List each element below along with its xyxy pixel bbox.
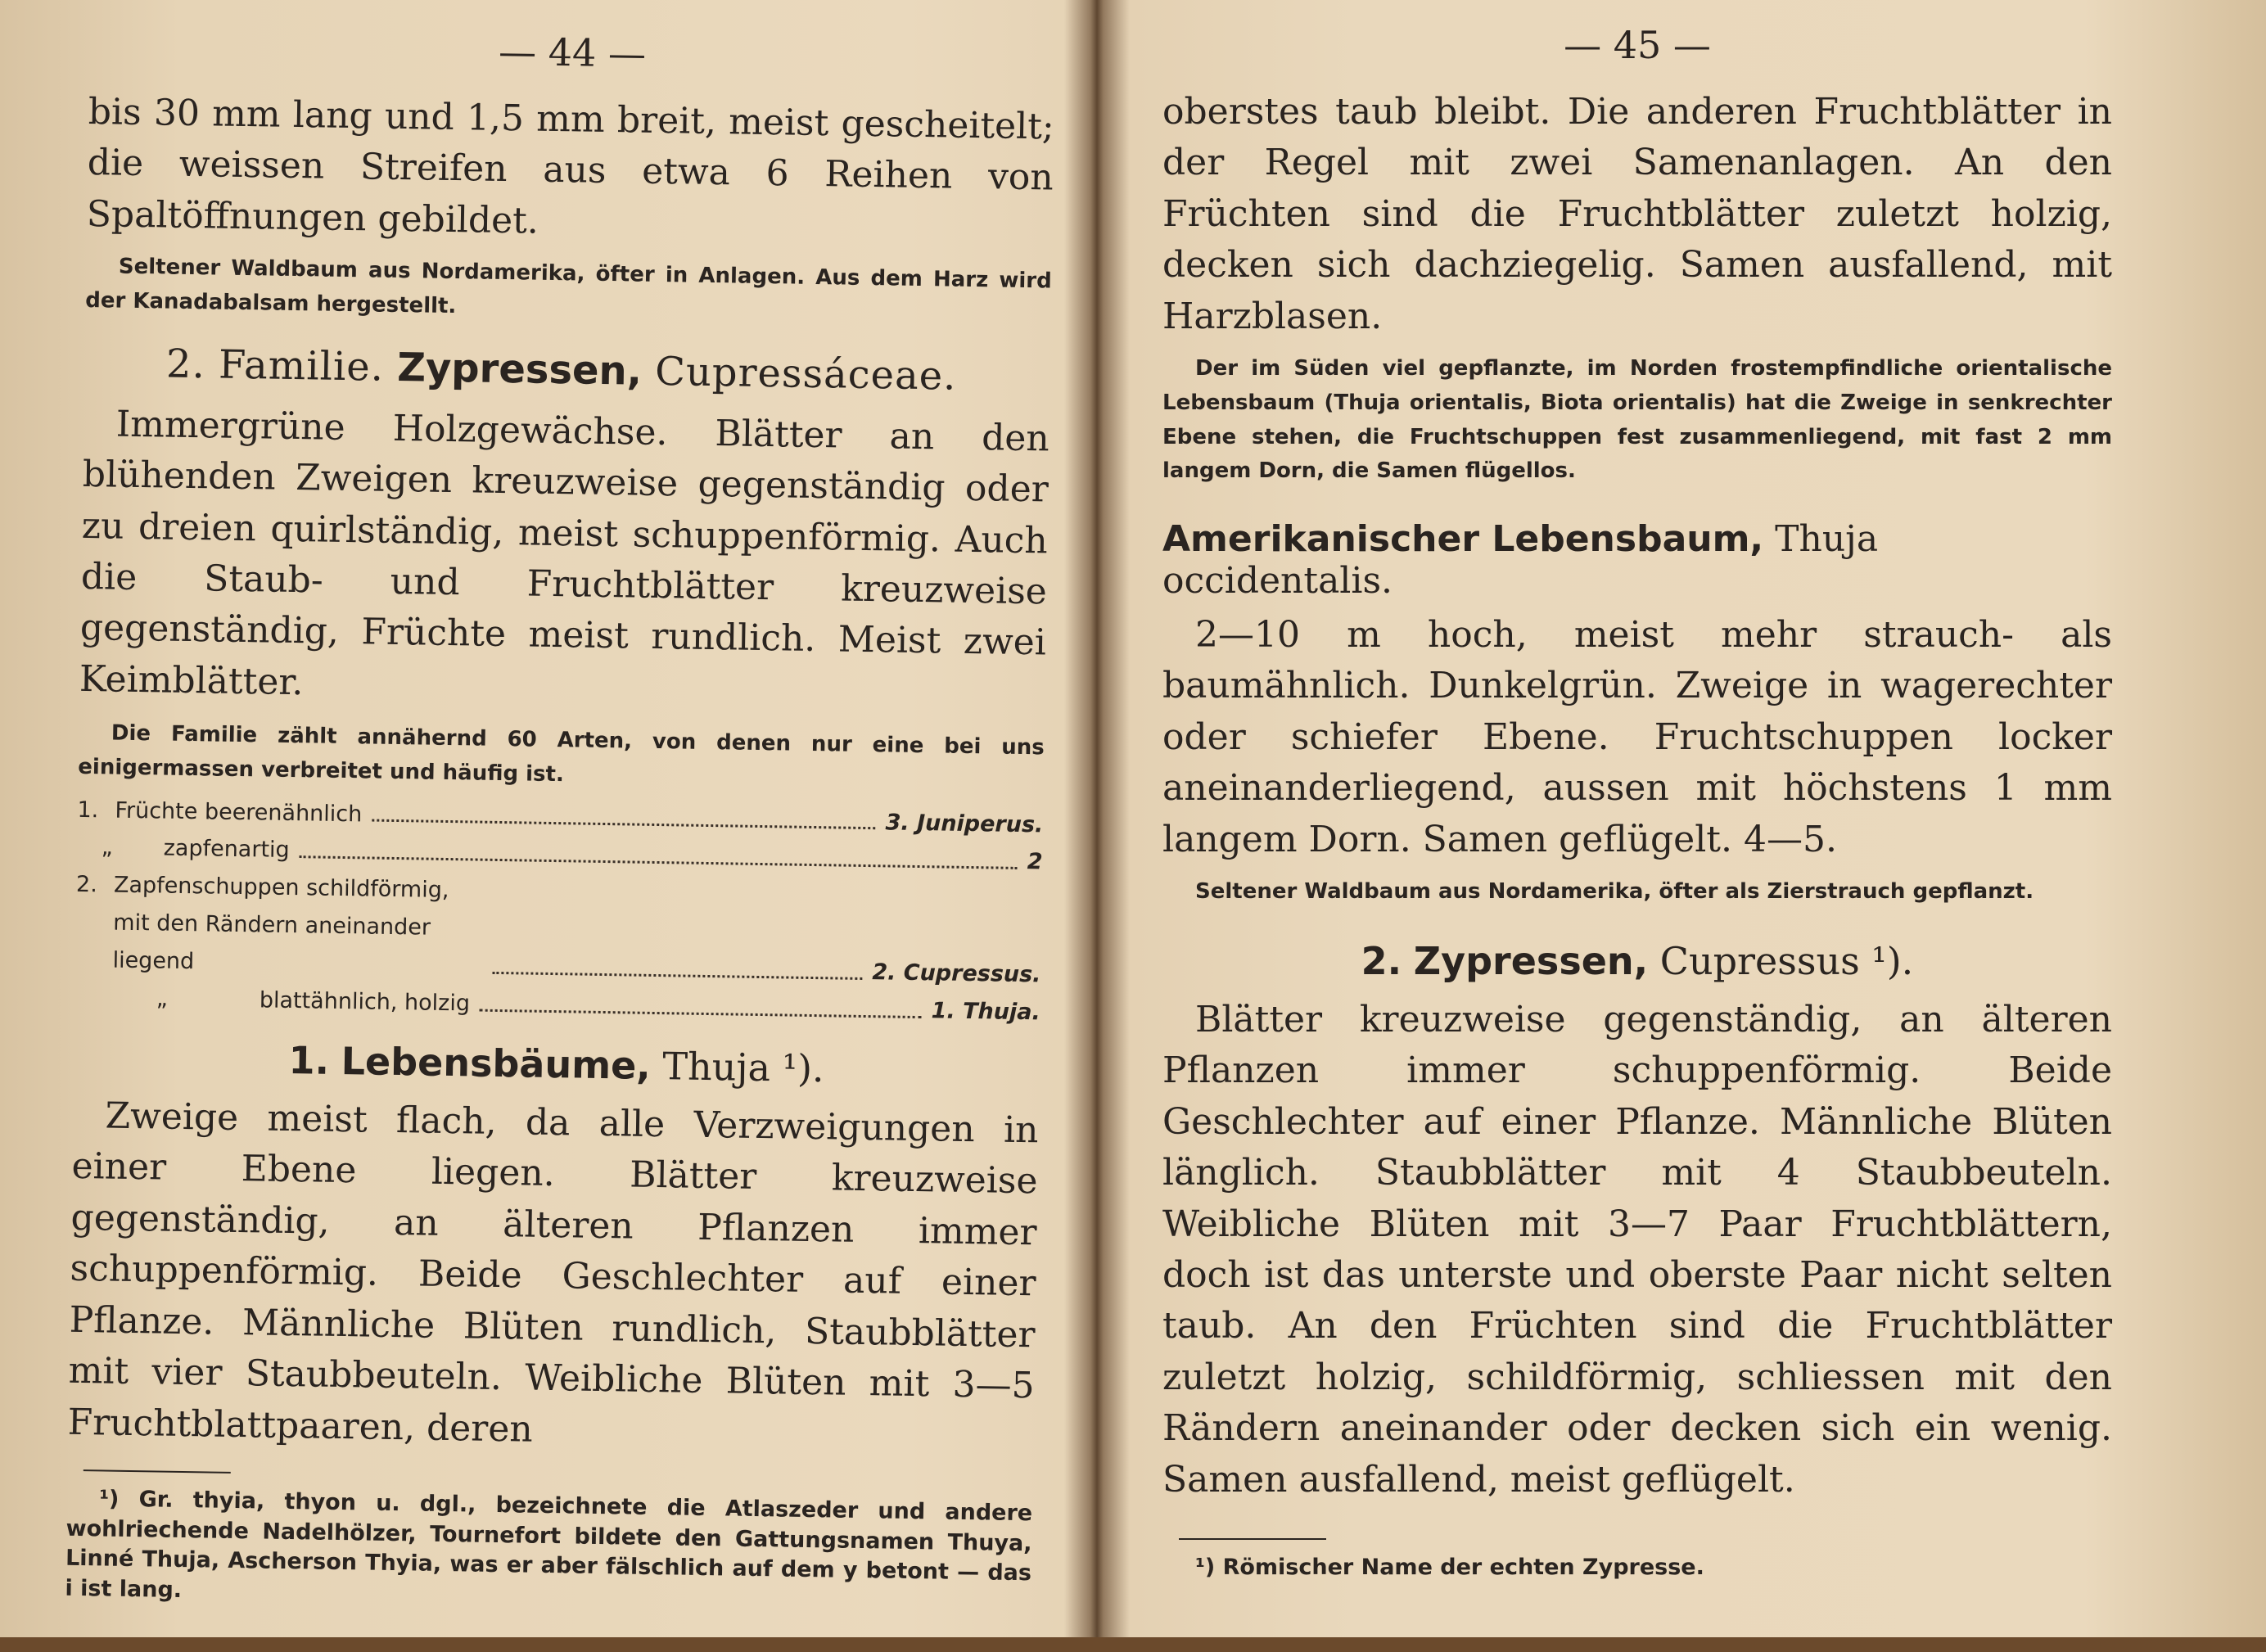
footnote-rule [84,1469,231,1474]
species-description: 2—10 m hoch, meist mehr strauch- als baumähnlich. Dunkelgrün. Zweige in wagerechter oder schiefer Ebene. Fruchtschuppen locker aneinanderliegend, aussen mit höchstens 1 mm langem Dorn. Samen geflügelt. 4—5. [1162,613,2112,860]
key-result: 1. Thuja. [931,998,1040,1026]
key-result: 2 [1027,849,1043,875]
genus-heading [73,1035,1040,1095]
key-text: blattähnlich, holzig [259,987,471,1017]
key-text: Früchte beerenähnlich [115,797,363,827]
species-name: Amerikanischer Lebensbaum, [1162,517,1764,560]
genus-heading [1162,939,2112,983]
key-row [74,866,1042,994]
genus-latin: Cupressus ¹). [1659,938,1914,983]
footnote: ¹) Römischer Name der echten Zypresse. [1195,1555,1704,1581]
key-number: 1. [77,797,99,823]
genus-number: 1. [288,1037,330,1083]
genus-description: Blätter kreuzweise gegenständig, an älteren Pflanzen immer schuppenförmig. Beide Geschlechter auf einer Pflanze. Männliche Blüten länglich. Staubblätter mit 4 Staubbeuteln. Weibliche Blüten mit 3—7 Paar Fruchtblättern, doch ist das unterste und oberste Paar nicht selten taub. An den Früchten sind die Fruchtblätter zuletzt holzig, schildförmig, schliessen mit den Rändern aneinander oder decken sich ein wenig. Samen ausfallend, meist geflügelt. [1162,998,2112,1501]
paragraph: oberstes taub bleibt. Die anderen Fruchtblätter in der Regel mit zwei Samenanlagen. An den Früchten sind die Fruchtblätter zuletzt holzig, decken sich dachziegelig. Samen ausfallend, mit Harzblasen. [1162,91,2112,337]
paragraph: bis 30 mm lang und 1,5 mm breit, meist gescheitelt; die weissen Streifen aus etwa 6 Reihen von Spaltöffnungen gebildet. [86,90,1055,242]
page-number: — 45 — [1564,23,1711,67]
species-note: Seltener Waldbaum aus Nordamerika, öfter als Zierstrauch gepflanzt. [1195,879,2034,905]
genus-description: Zweige meist flach, da alle Verzweigungen in einer Ebene liegen. Blätter kreuzweise gegenständig, an älteren Pflanzen immer schuppenförmig. Beide Geschlechter auf einer Pflanze. Männliche Blüten rundlich, Staubblätter mit vier Staubbeuteln. Weibliche Blüten mit 3—5 Fruchtblattpaaren, deren [67,1095,1039,1451]
family-heading [166,341,1051,400]
family-note: Die Familie zählt annähernd 60 Arten, von denen nur eine bei uns einigermassen verbreitet und häufig ist. [78,720,1045,788]
species-latin: Thuja occidentalis. [1162,517,1879,602]
genus-number: 2. [1361,938,1402,983]
family-prefix: 2. Familie. [165,341,385,390]
genus-name: Lebensbäume, [341,1038,652,1088]
family-latin: Cupressáceae. [654,348,957,399]
genus-name: Zypressen, [1413,938,1649,983]
key-result: 3. Juniperus. [885,809,1044,838]
footnote-rule [1179,1538,1326,1540]
species-heading [1162,518,2112,602]
key-text: zapfenartig [163,836,290,864]
left-page [65,0,1056,1652]
identification-key [74,791,1043,1031]
book-gutter [1064,0,1130,1637]
genus-latin: Thuja ¹). [661,1044,825,1091]
key-number: „ [101,834,113,861]
right-page [1162,0,2112,1637]
key-result: 2. Cupressus. [872,959,1041,988]
key-text: Zapfenschuppen schildförmig, mit den Rändern aneinander liegend [112,872,449,975]
note: Seltener Waldbaum aus Nordamerika, öfter in Anlagen. Aus dem Harz wird der Kanadabalsam hergestellt. [84,254,1052,319]
footnote: ¹) Gr. thyia, thyon u. dgl., bezeichnete die Atlaszeder und andere wohlriechende Nadelhölzer, Tournefort bildete den Gattungsnamen Thuya, Linné Thuja, Ascherson Thyia, was er aber fälschlich auf dem y betont — das i ist lang. [65,1486,1033,1603]
note: Der im Süden viel gepflanzte, im Norden frostempfindliche orientalische Lebensbaum (Thuja orientalis, Biota orientalis) hat die Zweige in senkrechter Ebene stehen, die Fruchtschuppen fest zusammenliegend, mit fast 2 mm langem Dorn, die Samen flügellos. [1162,356,2112,484]
family-name: Zypressen, [396,344,643,395]
leader-dots [492,873,864,980]
family-description: Immergrüne Holzgewächse. Blätter an den blühenden Zweigen kreuzweise gegenständig oder zu dreien quirlständig, meist schuppenförmig. Auch die Staub- und Fruchtblätter kreuzweise gegenständig, Früchte meist rundlich. Meist zwei Keimblätter. [79,403,1050,704]
page-number: — 44 — [498,29,647,76]
leader-dots [372,796,876,830]
key-number: „ [156,986,169,1012]
key-number: 2. [75,872,98,898]
